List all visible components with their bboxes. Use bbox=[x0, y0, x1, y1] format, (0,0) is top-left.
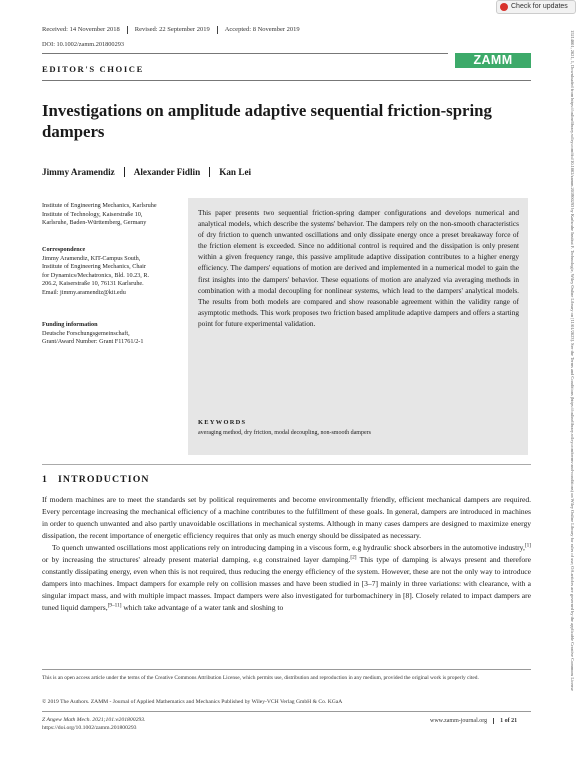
citation-info bbox=[42, 717, 146, 732]
download-margin-note bbox=[569, 30, 575, 730]
header-rule bbox=[42, 53, 448, 54]
author-name: Alexander Fidlin bbox=[124, 167, 209, 177]
section-number: 1 bbox=[42, 474, 48, 485]
section-heading bbox=[42, 474, 150, 485]
text-run: This type of damping is always present and therefore constantly dissipating energy, even when this is not required, thus reducing the energy efficiency of the system. However, these are not the only way to introduce dampers into machines. Impact dampers for example rely on collision masses and have been studied in [3–7] mainly in three variations: with clearance, with a singular impact mass, and with multiple impact masses. Impact dampers were also investigated for turbomachinery in [8]. Closely related to impact dampers are tuned liquid dampers, bbox=[42, 554, 531, 612]
received-date: Received: 14 November 2018 bbox=[42, 26, 120, 33]
correspondence-heading: Correspondence bbox=[42, 246, 86, 253]
correspondence-line: Institute of Engineering Mechanics, Chair bbox=[42, 263, 146, 271]
article-dates bbox=[42, 26, 307, 34]
footer-rule bbox=[42, 711, 531, 712]
doi-link[interactable]: https://doi.org/10.1002/zamm.201800293 bbox=[42, 724, 137, 731]
author-name: Jimmy Aramendiz bbox=[42, 167, 115, 177]
author-name: Kan Lei bbox=[209, 167, 260, 177]
license-note: This is an open access article under the terms of the Creative Commons Attribution License, which permits use, distribution and reproduction in any medium, provided the original work is properly cited. bbox=[42, 675, 479, 681]
citation-link[interactable]: [2] bbox=[350, 554, 357, 561]
text-run: which take advantage of a water tank and sloshing to bbox=[121, 602, 284, 612]
correspondence-line: 206.2, Kaiserstraße 10, 76131 Karlsruhe. bbox=[42, 280, 144, 288]
affiliation-line: Karlsruhe, Baden-Württemberg, Germany bbox=[42, 219, 147, 227]
text-run: To quench unwanted oscillations most applications rely on introducing damping in a viscous form, e.g hydraulic shock absorbers in the automotive industry, bbox=[52, 542, 525, 552]
funding-heading: Funding information bbox=[42, 321, 98, 328]
abstract-text: This paper presents two sequential friction-spring damper configurations and develops numerical and analytical models, which describe the systems' behavior. The dampers rely on the non-smooth characteristics of dry friction to quench unwanted oscillations and only dissipate energy once a preset breakaway force of the friction element is exceeded. Since no additional control is required and the dissipation is only present within a given frequency range, this passive amplitude adaptive dissipation contributes to a higher energy efficiency. The dampers' equations of motion are derived and implemented in a numerical model to gain the first insights into the dampers' behavior. These equations of motion are analyzed via averaging methods in combination with a modal decoupling for nonlinear systems, which lead to the dampers' analytical models. The results from both models are compared and show reasonable agreement within the validity range of asymptotic methods. This work proposes two friction based amplitude adaptive dampers and offers a starting point for future experimental validation. bbox=[198, 208, 519, 328]
section-label: EDITOR'S CHOICE bbox=[42, 64, 144, 74]
body-text bbox=[42, 494, 531, 614]
affiliation-line: Institute of Engineering Mechanics, Karlsruhe bbox=[42, 202, 157, 209]
funding-line: Grant/Award Number: Grant F11761/2-1 bbox=[42, 338, 144, 346]
correspondence-line: Jimmy Aramendiz, KIT-Campus South, bbox=[42, 254, 141, 262]
abstract-box bbox=[188, 198, 528, 455]
footer-rule bbox=[42, 669, 531, 670]
affiliation bbox=[42, 202, 190, 228]
keywords-heading: KEYWORDS bbox=[198, 419, 247, 426]
citation-link[interactable]: [1] bbox=[524, 542, 531, 549]
update-icon bbox=[500, 3, 508, 11]
author-list bbox=[42, 167, 260, 177]
page-info bbox=[430, 718, 517, 724]
check-for-updates-label: Check for updates bbox=[511, 3, 568, 10]
section-title: INTRODUCTION bbox=[58, 474, 150, 485]
journal-site-link[interactable]: www.zamm-journal.org bbox=[430, 718, 488, 724]
journal-citation: Z Angew Math Mech. 2021;101:e201800293. bbox=[42, 717, 146, 723]
affiliation-line: Institute of Technology, Kaiserstraße 10, bbox=[42, 210, 143, 218]
citation-link[interactable]: [9–11] bbox=[107, 602, 122, 609]
email-link[interactable]: Email: jimmy.aramendiz@kit.edu bbox=[42, 288, 126, 296]
revised-date: Revised: 22 September 2019 bbox=[127, 26, 217, 34]
paragraph: If modern machines are to meet the standards set by political requirements and become environmentally friendly, efficient mechanical dampers are required. Every percentage increasing the mechanical efficiency of a machine contributes to the fulfillment of these goals. In general, dampers are introduced in machines in order to quench unwanted and also partly unavoidable oscillations in mechanical systems. Although in many cases dampers are designed to maximize energy dissipation, the recent importance of energetic efficiency requires that only as much energy should be dissipated as necessary. bbox=[42, 495, 531, 540]
page-number: 1 of 21 bbox=[493, 718, 517, 724]
text-run: or by increasing the structures' already present material damping, e.g constrained layer damping. bbox=[42, 554, 351, 564]
correspondence-line: for Dynamics/Mechatronics, Bld. 10.23, R. bbox=[42, 271, 150, 279]
section-divider bbox=[42, 464, 531, 465]
correspondence bbox=[42, 246, 190, 298]
doi-header: DOI: 10.1002/zamm.201800293 bbox=[42, 41, 125, 48]
margin-note-text: 15214001, 2021, 1, Downloaded from https://onlinelibrary.wiley.com/doi/10.1002/zamm.201800293 by Karlsruhe Institut F. Technologie, Wiley Online Library on [11/01/2023]. See the Terms and Conditions (https://onlinelibrary.wiley.com/terms-and-conditions) on Wiley Online Library for rules of use; OA articles are governed by the applicable Creative Commons License bbox=[570, 30, 575, 691]
funding-info bbox=[42, 321, 190, 347]
copyright-note: © 2019 The Authors. ZAMM - Journal of Applied Mathematics and Mechanics Published by Wiley-VCH Verlag GmbH & Co. KGaA bbox=[42, 699, 343, 705]
accepted-date: Accepted: 8 November 2019 bbox=[217, 26, 307, 34]
check-for-updates-button[interactable] bbox=[496, 0, 576, 14]
title-rule bbox=[42, 80, 531, 81]
article-title: Investigations on amplitude adaptive sequential friction-spring dampers bbox=[42, 101, 492, 141]
paragraph bbox=[42, 542, 531, 614]
zamm-logo: ZAMM bbox=[455, 53, 531, 68]
funding-line: Deutsche Forschungsgemeinschaft, bbox=[42, 329, 130, 337]
keywords-text: averaging method, dry friction, modal decoupling, non-smooth dampers bbox=[198, 430, 371, 436]
